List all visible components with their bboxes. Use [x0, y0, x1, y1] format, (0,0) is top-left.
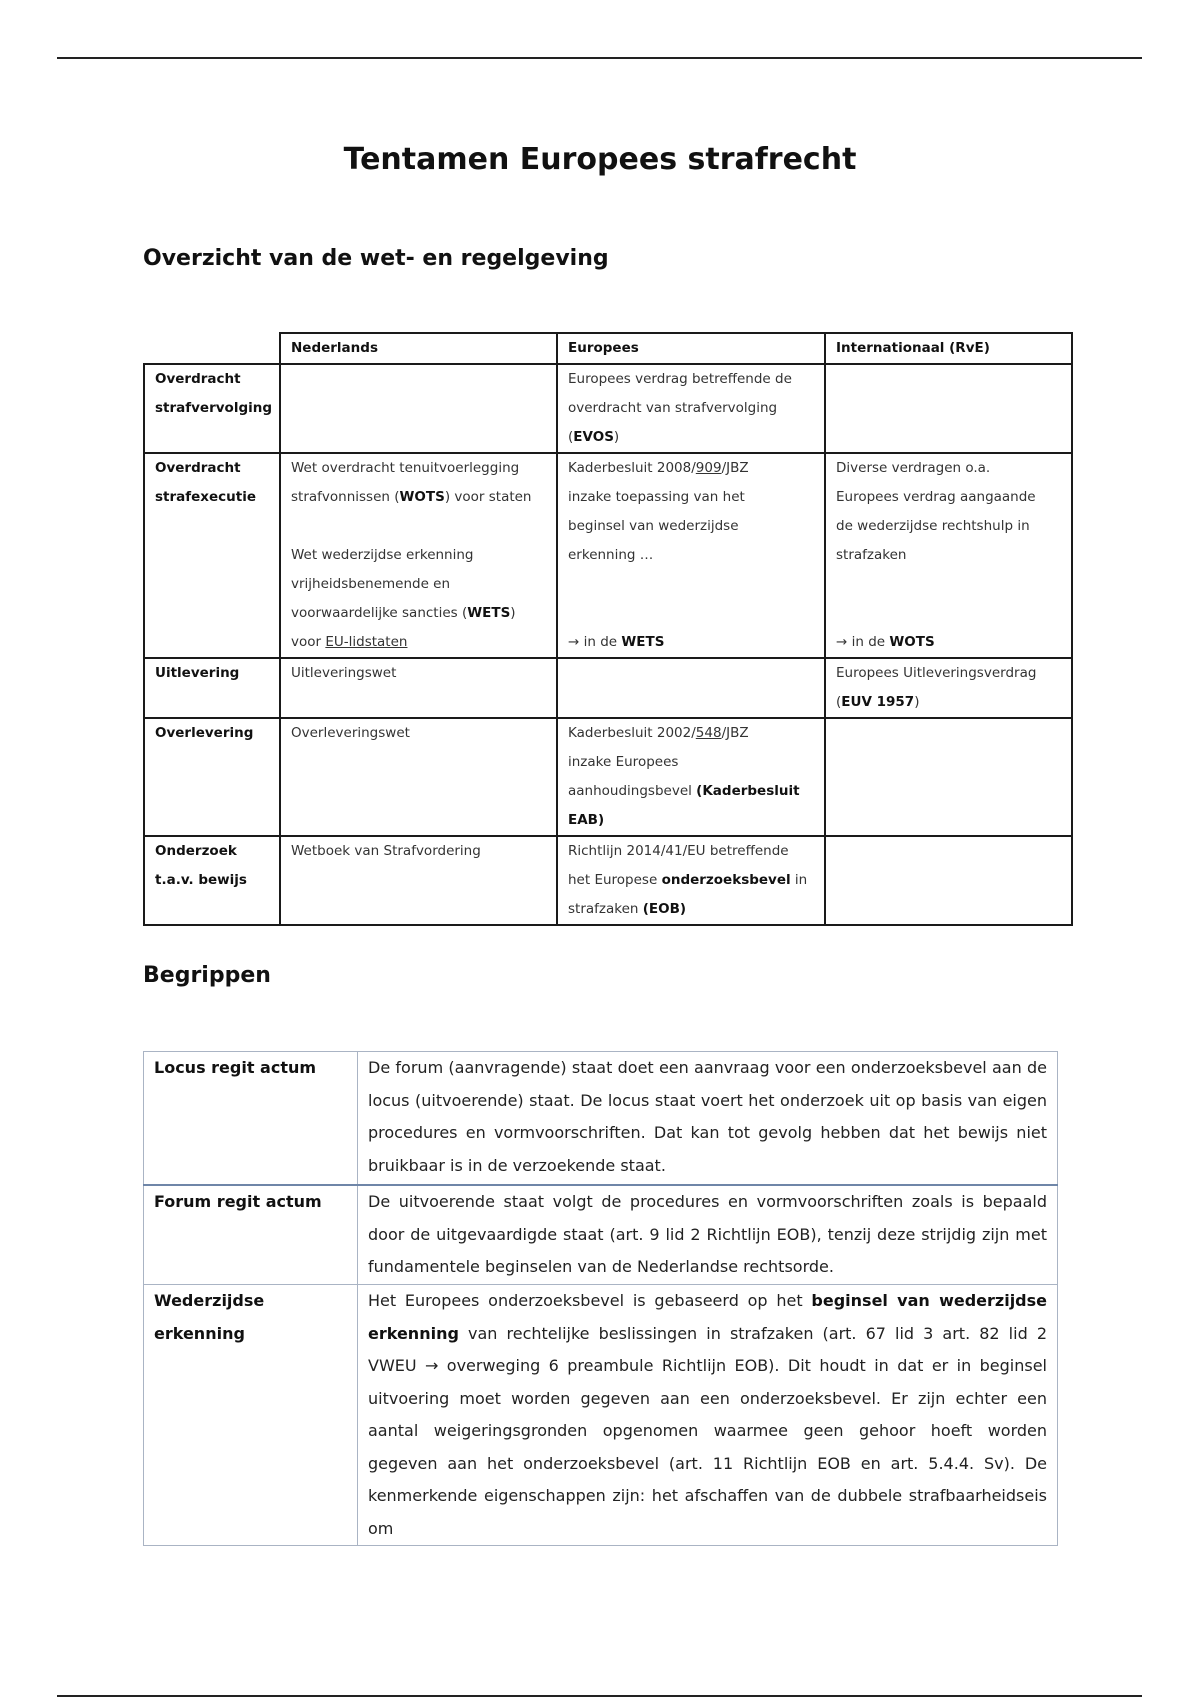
table-row: [144, 718, 1072, 836]
row-label: Uitlevering: [144, 658, 280, 718]
corner-cell: [144, 333, 280, 364]
concept-definition: De uitvoerende staat volgt de procedures en vormvoorschriften zoals is bepaald door de uitgevaardigde staat (art. 9 lid 2 Richtlijn EOB), tenzij deze strijdig zijn met fundamentele beginselen van de Nederlandse rechtsorde.: [358, 1185, 1058, 1285]
cell-nl: [280, 364, 557, 453]
page-title: Tentamen Europees strafrecht: [343, 142, 857, 177]
concept-term: Forum regit actum: [144, 1185, 358, 1285]
table-row: [144, 453, 1072, 658]
table-row: [144, 836, 1072, 925]
cell-int: [825, 364, 1072, 453]
cell-nl: Wetboek van Strafvordering: [280, 836, 557, 925]
concept-definition: De forum (aanvragende) staat doet een aanvraag voor een onderzoeksbevel aan de locus (uitvoerende) staat. De locus staat voert het onderzoek uit op basis van eigen procedures en vormvoorschriften. Dat kan tot gevolg hebben dat het bewijs niet bruikbaar is in de verzoekende staat.: [358, 1052, 1058, 1186]
concept-term: Locus regit actum: [144, 1052, 358, 1186]
section-heading-overview: Overzicht van de wet- en regelgeving: [143, 246, 609, 271]
cell-int: [825, 718, 1072, 836]
row-label: Onderzoek t.a.v. bewijs: [144, 836, 280, 925]
cell-int: Diverse verdragen o.a. Europees verdrag aangaande de wederzijdse rechtshulp in strafzaken → in de WOTS: [825, 453, 1072, 658]
concept-term: Wederzijdse erkenning: [144, 1285, 358, 1546]
concept-row: [144, 1052, 1058, 1186]
concepts-table: [143, 1051, 1058, 1546]
cell-nl: Overleveringswet: [280, 718, 557, 836]
concept-definition: Het Europees onderzoeksbevel is gebaseerd op het beginsel van wederzijdse erkenning van rechtelijke beslissingen in strafzaken (art. 67 lid 3 art. 82 lid 2 VWEU → overweging 6 preambule Richtlijn EOB). Dit houdt in dat er in beginsel uitvoering moet worden gegeven aan een onderzoeksbevel. Er zijn echter een aantal weigeringsgronden opgenomen waarmee geen gehoor hoeft worden gegeven aan het onderzoeksbevel (art. 11 Richtlijn EOB en art. 5.4.4. Sv). De kenmerkende eigenschappen zijn: het afschaffen van de dubbele strafbaarheidseis om: [358, 1285, 1058, 1546]
section-heading-concepts: Begrippen: [143, 963, 271, 988]
concept-row: [144, 1285, 1058, 1546]
cell-eu: Kaderbesluit 2008/909/JBZ inzake toepassing van het beginsel van wederzijdse erkenning … → in de WETS: [557, 453, 825, 658]
concept-row: [144, 1185, 1058, 1285]
column-header: Internationaal (RvE): [825, 333, 1072, 364]
row-label: Overdracht strafvervolging: [144, 364, 280, 453]
cell-nl: Uitleveringswet: [280, 658, 557, 718]
cell-eu: Kaderbesluit 2002/548/JBZ inzake Europees aanhoudingsbevel (Kaderbesluit EAB): [557, 718, 825, 836]
column-header: Europees: [557, 333, 825, 364]
cell-eu: Europees verdrag betreffende de overdracht van strafvervolging (EVOS): [557, 364, 825, 453]
table-row: [144, 364, 1072, 453]
row-label: Overlevering: [144, 718, 280, 836]
cell-int: Europees Uitleveringsverdrag (EUV 1957): [825, 658, 1072, 718]
cell-eu: [557, 658, 825, 718]
cell-eu: Richtlijn 2014/41/EU betreffende het Europese onderzoeksbevel in strafzaken (EOB): [557, 836, 825, 925]
bottom-rule: [57, 1695, 1142, 1697]
cell-int: [825, 836, 1072, 925]
overview-table: [143, 332, 1073, 926]
top-rule: [57, 57, 1142, 59]
table-header-row: [144, 333, 1072, 364]
column-header: Nederlands: [280, 333, 557, 364]
cell-nl: Wet overdracht tenuitvoerlegging strafvonnissen (WOTS) voor staten Wet wederzijdse erkenning vrijheidsbenemende en voorwaardelijke sancties (WETS) voor EU-lidstaten: [280, 453, 557, 658]
row-label: Overdracht strafexecutie: [144, 453, 280, 658]
table-row: [144, 658, 1072, 718]
